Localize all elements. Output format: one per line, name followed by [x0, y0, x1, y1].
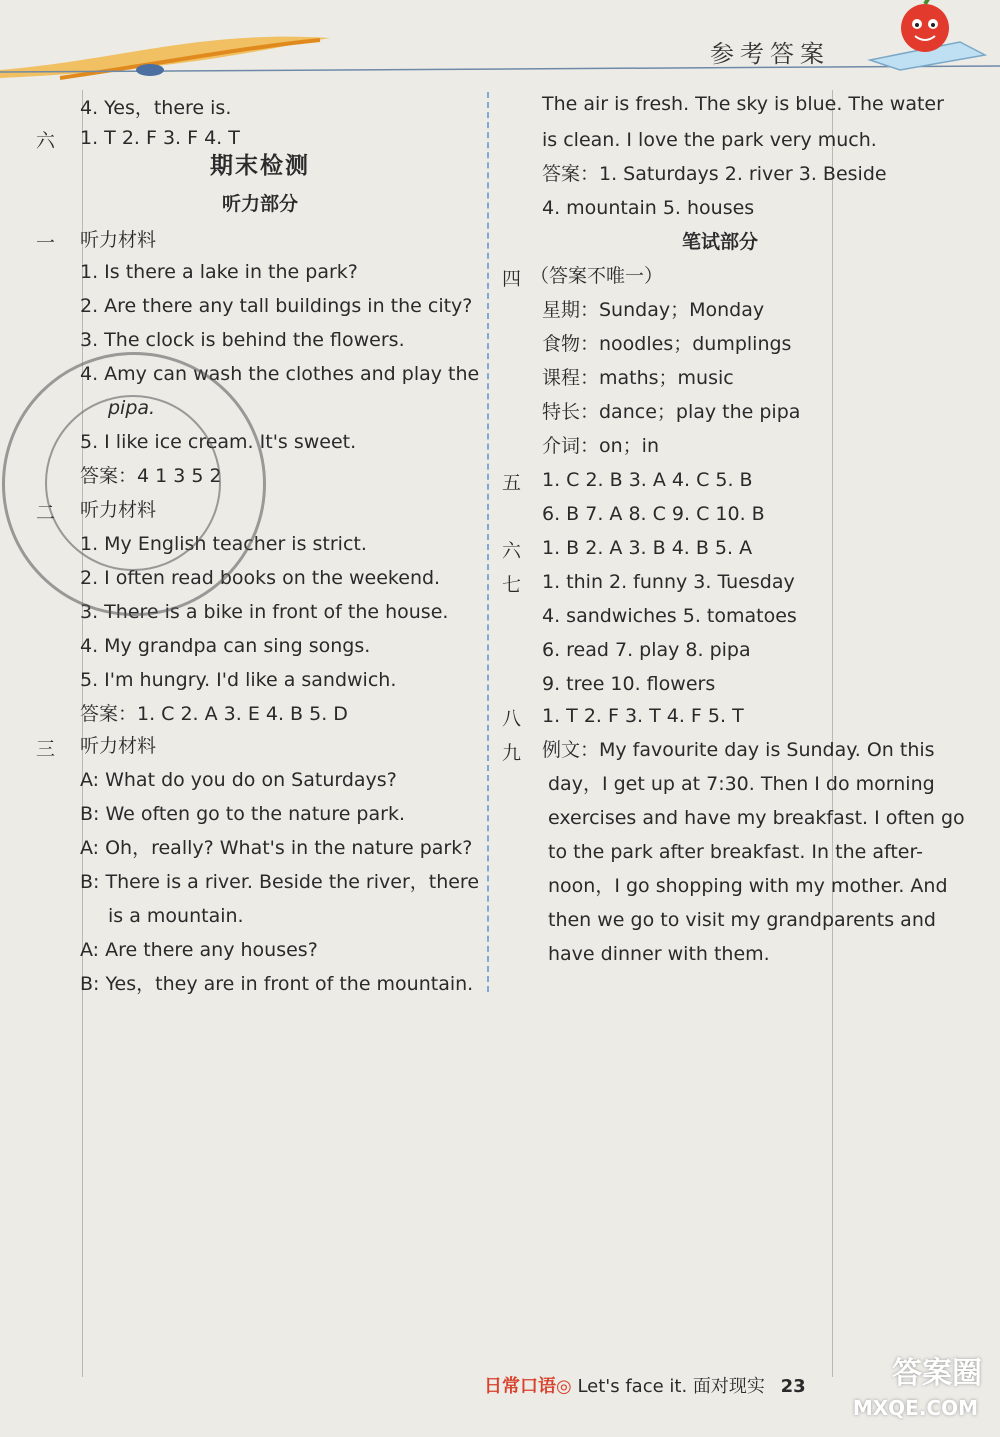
seal-stamp-inner-ring — [45, 395, 221, 571]
essay-line: to the park after breakfast. In the after- — [548, 841, 923, 863]
subsection-heading: 笔试部分 — [681, 231, 758, 253]
dialogue-line: A: What do you do on Saturdays? — [80, 769, 397, 791]
dialogue-line: B: Yes，they are in front of the mountain. — [80, 973, 474, 995]
answer-line: 6. B 7. A 8. C 9. C 10. B — [542, 503, 765, 525]
answer-line: 听力材料 — [80, 229, 157, 251]
answer-line: 2. I often read books on the weekend. — [80, 567, 441, 589]
section-number: 八 — [502, 708, 522, 730]
section-number: 三 — [36, 738, 56, 760]
answer-line: 6. read 7. play 8. pipa — [542, 639, 751, 661]
answer-line: 1. My English teacher is strict. — [80, 533, 367, 555]
dialogue-line: A: Are there any houses? — [80, 939, 318, 961]
answer-line: 4. mountain 5. houses — [542, 197, 755, 219]
essay-line: day，I get up at 7:30. Then I do morning — [548, 773, 935, 795]
answer-line: 星期：Sunday；Monday — [542, 299, 765, 321]
answer-line: 答案：1. C 2. A 3. E 4. B 5. D — [80, 703, 348, 725]
section-number: 四 — [502, 268, 522, 290]
answer-line: （答案不唯一） — [530, 265, 664, 287]
section-number: 六 — [502, 540, 522, 562]
answer-line: 1. T 2. F 3. F 4. T — [80, 127, 240, 149]
section-number: 七 — [502, 574, 522, 596]
dialogue-line: B: There is a river. Beside the river，there — [80, 871, 480, 893]
dialogue-line: is clean. I love the park very much. — [542, 129, 877, 151]
answer-line: 4. Yes，there is. — [80, 97, 232, 119]
answer-line: 1. Is there a lake in the park? — [80, 261, 358, 283]
answer-line: 1. C 2. B 3. A 4. C 5. B — [542, 469, 753, 491]
answer-line: 2. Are there any tall buildings in the city? — [80, 295, 473, 317]
answer-line: 课程：maths；music — [542, 367, 734, 389]
answer-line: 答案：4 1 3 5 2 — [80, 465, 222, 487]
section-number: 五 — [502, 472, 522, 494]
section-number: 九 — [502, 742, 522, 764]
essay-line: noon，I go shopping with my mother. And — [548, 875, 948, 897]
answer-line: 4. My grandpa can sing songs. — [80, 635, 371, 657]
answer-line: 9. tree 10. flowers — [542, 673, 716, 695]
answer-line: 听力材料 — [80, 499, 157, 521]
footer-brand: 日常口语◎ — [484, 1376, 572, 1397]
essay-line: have dinner with them. — [548, 943, 770, 965]
answer-line: 3. There is a bike in front of the house. — [80, 601, 449, 623]
watermark-logo: 答案圈 — [892, 1356, 982, 1391]
watermark-url: MXQE.COM — [852, 1396, 978, 1420]
answer-line: 4. Amy can wash the clothes and play the — [80, 363, 480, 385]
dialogue-line: A: Oh，really? What's in the nature park? — [80, 837, 473, 859]
answer-line: 答案：1. Saturdays 2. river 3. Beside — [542, 163, 887, 185]
answer-line: 1. B 2. A 3. B 4. B 5. A — [542, 537, 753, 559]
dialogue-line: B: We often go to the nature park. — [80, 803, 405, 825]
answer-line: 特长：dance；play the pipa — [542, 401, 801, 423]
answer-line: 4. sandwiches 5. tomatoes — [542, 605, 797, 627]
page-title: 参考答案 — [710, 40, 830, 68]
answer-line: 听力材料 — [80, 735, 157, 757]
answer-line: 1. T 2. F 3. T 4. F 5. T — [542, 705, 744, 727]
answer-line: 1. thin 2. funny 3. Tuesday — [542, 571, 795, 593]
dialogue-line: The air is fresh. The sky is blue. The water — [542, 93, 944, 115]
page-footer — [484, 1372, 806, 1398]
essay-line: 例文：My favourite day is Sunday. On this — [542, 739, 935, 761]
page-number: 23 — [780, 1376, 806, 1397]
subsection-heading: 听力部分 — [221, 193, 298, 215]
answer-line: 3. The clock is behind the flowers. — [80, 329, 405, 351]
right-margin-line — [832, 90, 833, 1377]
essay-line: then we go to visit my grandparents and — [548, 909, 936, 931]
seal-stamp — [2, 352, 266, 616]
section-heading: 期末检测 — [210, 153, 310, 179]
essay-line: exercises and have my breakfast. I often go — [548, 807, 965, 829]
section-number: 六 — [36, 130, 56, 152]
answer-line: 5. I like ice cream. It's sweet. — [80, 431, 357, 453]
section-number: 一 — [36, 232, 56, 254]
answer-line: 食物：noodles；dumplings — [542, 333, 792, 355]
answer-line: pipa. — [108, 397, 156, 419]
section-number: 二 — [36, 502, 56, 524]
dialogue-line: is a mountain. — [108, 905, 244, 927]
answer-line: 5. I'm hungry. I'd like a sandwich. — [80, 669, 397, 691]
header-decoration — [0, 0, 1000, 80]
column-divider — [487, 92, 489, 992]
answer-line: 介词：on；in — [542, 435, 659, 457]
footer-text: Let's face it. 面对现实 — [577, 1376, 765, 1397]
